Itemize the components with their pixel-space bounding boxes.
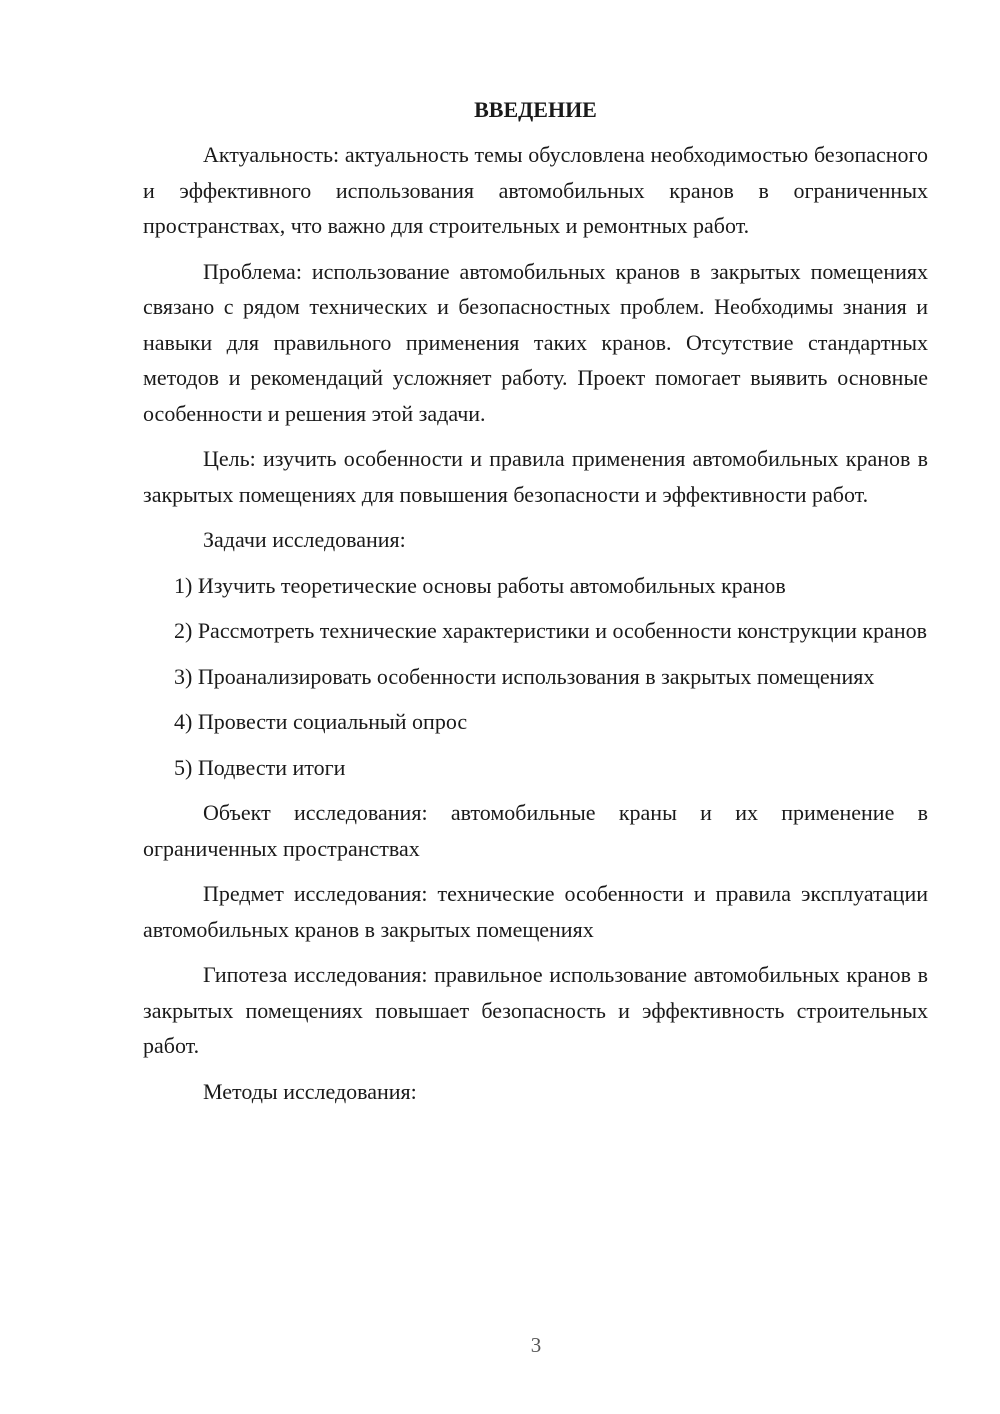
task-item-3: 3) Проанализировать особенности использования в закрытых помещениях (174, 663, 875, 689)
subject-paragraph: Предмет исследования: технические особенности и правила эксплуатации автомобильных кранов в закрытых помещениях (143, 881, 928, 942)
page-title: ВВЕДЕНИЕ (474, 97, 597, 122)
object-paragraph: Объект исследования: автомобильные краны и их применение в ограниченных пространствах (143, 800, 928, 861)
page-number: 3 (530, 1333, 542, 1357)
goal-paragraph: Цель: изучить особенности и правила применения автомобильных кранов в закрытых помещениях для повышения безопасности и эффективности работ. (143, 446, 928, 507)
page-content (143, 92, 928, 1119)
hypothesis-paragraph: Гипотеза исследования: правильное использование автомобильных кранов в закрытых помещениях повышает безопасность и эффективность строительных работ. (143, 962, 928, 1058)
problem-paragraph: Проблема: использование автомобильных кранов в закрытых помещениях связано с рядом технических и безопасностных проблем. Необходимы знания и навыки для правильного применения таких кранов. Отсутствие стандартных методов и рекомендаций усложняет работу. Проект помогает выявить основные особенности и решения этой задачи. (143, 258, 928, 426)
tasks-heading: Задачи исследования: (203, 527, 406, 552)
relevance-paragraph: Актуальность: актуальность темы обусловлена необходимостью безопасного и эффективного использования автомобильных кранов в ограниченных пространствах, что важно для строительных и ремонтных работ. (143, 142, 928, 238)
task-item-4: 4) Провести социальный опрос (174, 709, 468, 734)
task-item-1: 1) Изучить теоретические основы работы автомобильных кранов (174, 572, 786, 598)
methods-heading: Методы исследования: (203, 1078, 417, 1104)
task-item-2: 2) Рассмотреть технические характеристики и особенности конструкции кранов (174, 618, 928, 643)
task-item-5: 5) Подвести итоги (174, 754, 346, 780)
